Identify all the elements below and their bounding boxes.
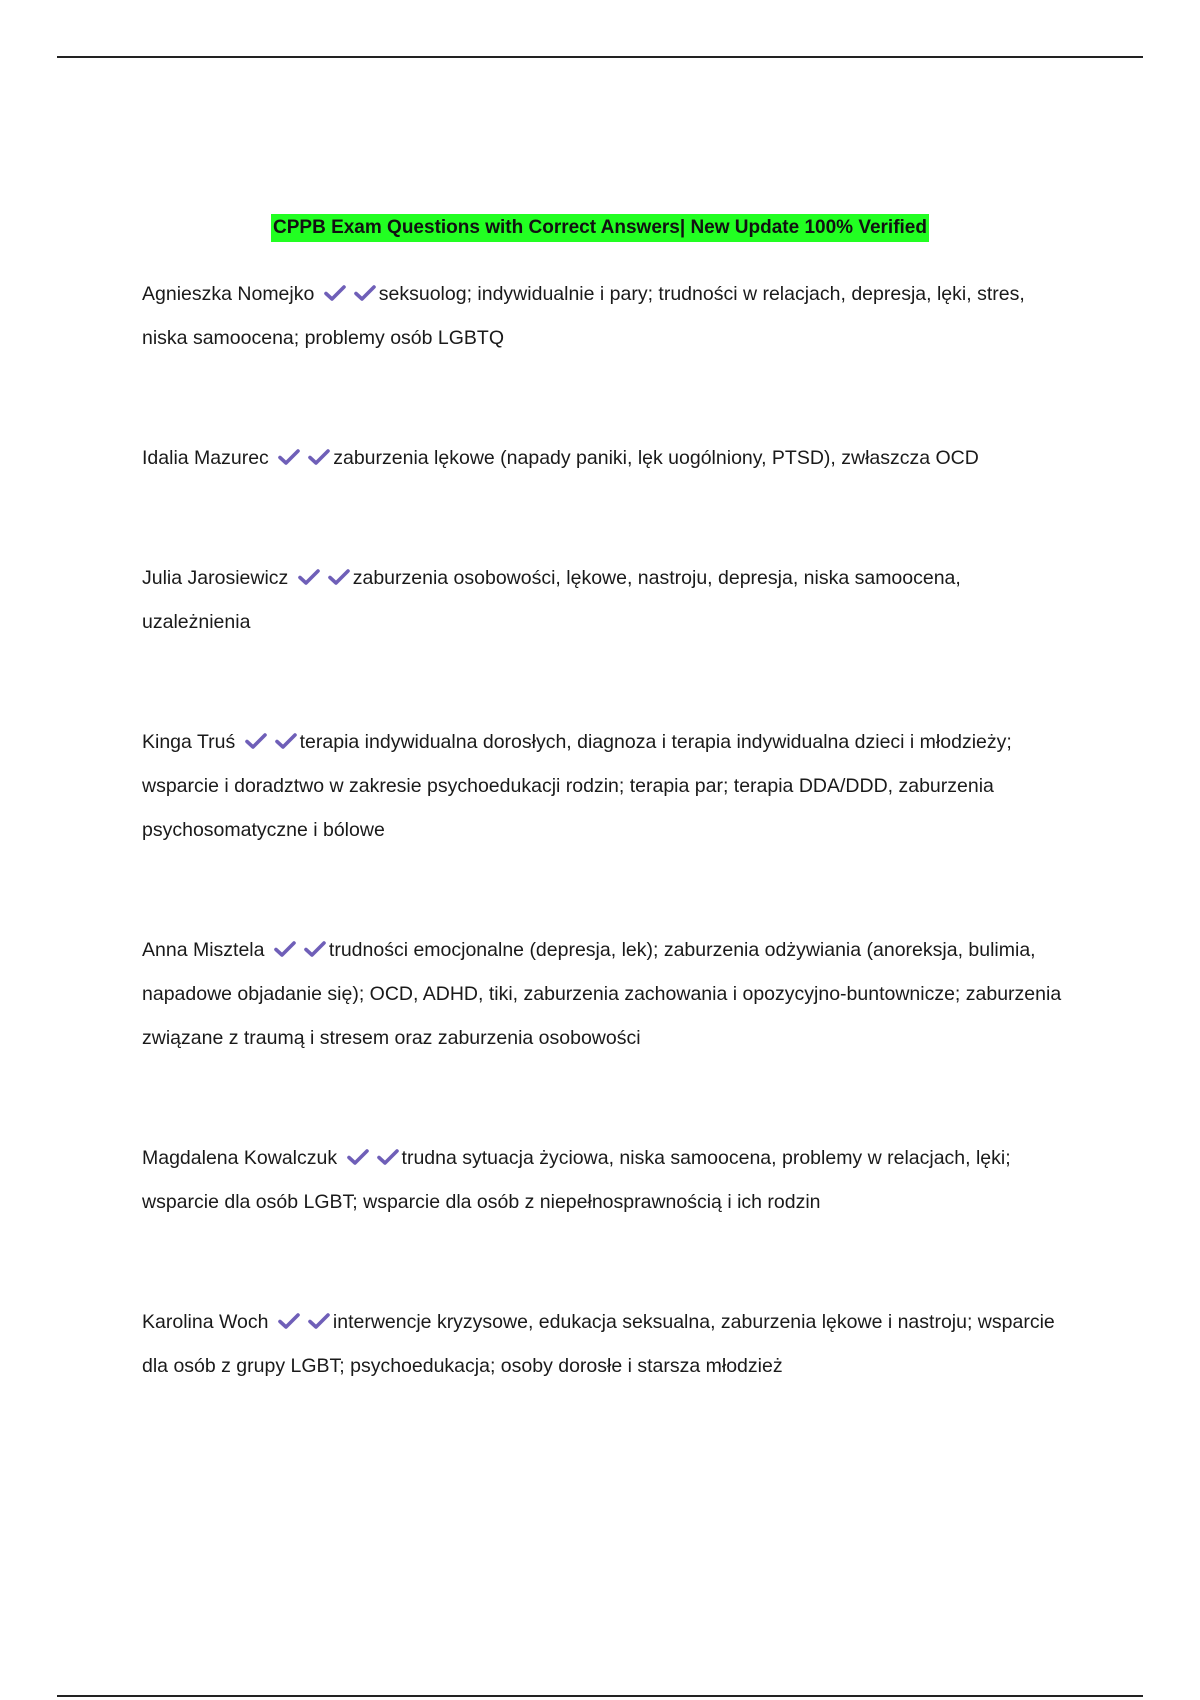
check-mark-icon: [304, 940, 326, 958]
entry-name: Kinga Truś: [142, 731, 236, 753]
entry-description: zaburzenia lękowe (napady paniki, lęk uogólniony, PTSD), zwłaszcza OCD: [333, 447, 979, 469]
check-mark-icon: [324, 284, 346, 302]
entry-name: Karolina Woch: [142, 1311, 269, 1333]
check-mark-icon: [308, 448, 330, 466]
entry-item: [142, 436, 1072, 480]
check-mark-icon: [274, 940, 296, 958]
entry-item: [142, 272, 1072, 360]
entry-item: [142, 928, 1072, 1060]
entry-description: trudności emocjonalne (depresja, lek); zaburzenia odżywiania (anoreksja, bulimia, napadowe objadanie się); OCD, ADHD, tiki, zaburzenia zachowania i opozycyjno-buntownicze; zaburzenia związane z traumą i stresem oraz zaburzenia osobowości: [142, 939, 1062, 1049]
check-mark-icon: [354, 284, 376, 302]
entry-name: Magdalena Kowalczuk: [142, 1147, 338, 1169]
bottom-rule: [57, 1695, 1143, 1697]
check-mark-icon: [275, 732, 297, 750]
entry-description: trudna sytuacja życiowa, niska samoocena, problemy w relacjach, lęki; wsparcie dla osób LGBT; wsparcie dla osób z niepełnosprawnością i ich rodzin: [142, 1147, 1011, 1213]
title-row: [0, 214, 1200, 242]
check-mark-icon: [308, 1312, 330, 1330]
entry-name: Julia Jarosiewicz: [142, 567, 289, 589]
entry-name: Agnieszka Nomejko: [142, 283, 315, 305]
check-mark-icon: [245, 732, 267, 750]
check-mark-icon: [278, 1312, 300, 1330]
document-title: CPPB Exam Questions with Correct Answers| New Update 100% Verified: [271, 214, 929, 242]
check-mark-icon: [347, 1148, 369, 1166]
check-mark-icon: [298, 568, 320, 586]
entry-list: [142, 272, 1072, 1464]
entry-description: seksuolog; indywidualnie i pary; trudności w relacjach, depresja, lęki, stres, niska samoocena; problemy osób LGBTQ: [142, 283, 1025, 349]
entry-item: [142, 720, 1072, 852]
entry-description: interwencje kryzysowe, edukacja seksualna, zaburzenia lękowe i nastroju; wsparcie dla osób z grupy LGBT; psychoedukacja; osoby dorosłe i starsza młodzież: [142, 1311, 1055, 1377]
top-rule: [57, 56, 1143, 58]
check-mark-icon: [278, 448, 300, 466]
entry-description: zaburzenia osobowości, lękowe, nastroju, depresja, niska samoocena, uzależnienia: [142, 567, 961, 633]
entry-description: terapia indywidualna dorosłych, diagnoza i terapia indywidualna dzieci i młodzieży; wsparcie i doradztwo w zakresie psychoedukacji rodzin; terapia par; terapia DDA/DDD, zaburzenia psychosomatyczne i bólowe: [142, 731, 1012, 841]
entry-item: [142, 1136, 1072, 1224]
entry-item: [142, 556, 1072, 644]
entry-name: Idalia Mazurec: [142, 447, 269, 469]
check-mark-icon: [377, 1148, 399, 1166]
entry-name: Anna Misztela: [142, 939, 265, 961]
check-mark-icon: [328, 568, 350, 586]
entry-item: [142, 1300, 1072, 1388]
